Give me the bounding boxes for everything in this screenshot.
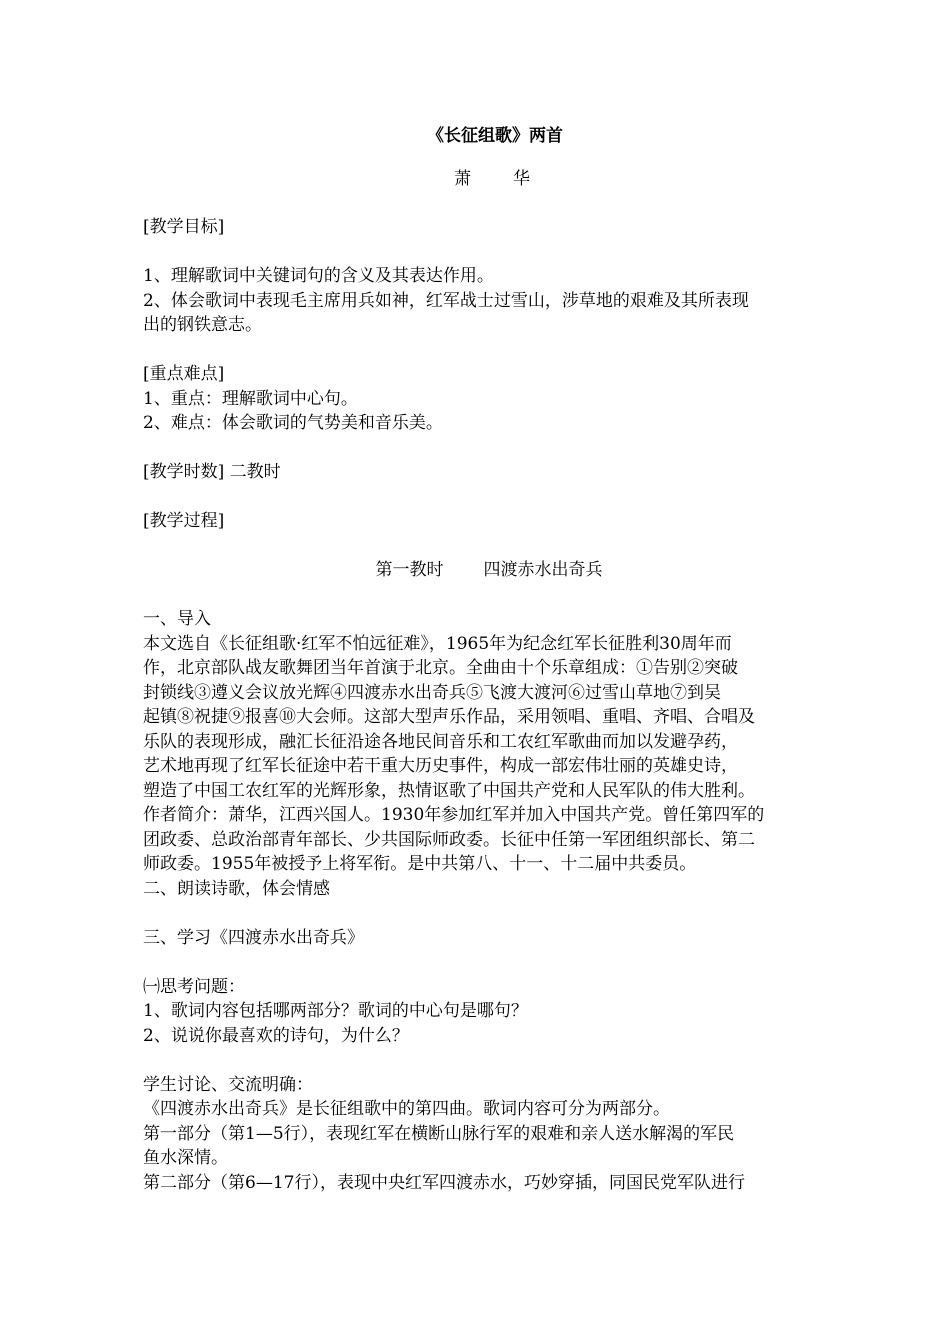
discussion-heading: 学生讨论、交流明确：: [143, 1074, 313, 1095]
intro-line: 起镇⑧祝捷⑨报喜⑩大会师。这部大型声乐作品，采用领唱、重唱、齐唱、合唱及: [143, 707, 755, 727]
key-points-heading: [重点难点]: [143, 364, 225, 384]
objective-item: 1、理解歌词中关键词句的含义及其表达作用。: [143, 266, 494, 286]
intro-line: 乐队的表现形成，融汇长征沿途各地民间音乐和工农红军歌曲而加以发避孕药，: [143, 731, 738, 752]
author-surname: 萧: [454, 168, 471, 189]
section-heading: 三、学习《四渡赤水出奇兵》: [143, 927, 364, 948]
key-point-item: 1、重点：理解歌词中心句。: [143, 388, 358, 409]
intro-line: 封锁线③遵义会议放光辉④四渡赤水出奇兵⑤飞渡大渡河⑥过雪山草地⑦到吴: [143, 682, 721, 703]
discussion-line: 《四渡赤水出奇兵》是长征组歌中的第四曲。歌词内容可分为两部分。: [143, 1099, 670, 1119]
lesson-label: 第一教时: [375, 560, 444, 580]
question-item: 1、歌词内容包括哪两部分？歌词的中心句是哪句？: [143, 1001, 528, 1021]
discussion-line: 鱼水深情。: [143, 1148, 228, 1168]
intro-line: 本文选自《长征组歌·红军不怕远征难》，1965年为纪念红军长征胜利30周年而: [143, 633, 732, 654]
author-bio-line: 团政委、总政治部青年部长、少共国际师政委。长征中任第一军团组织部长、第二: [143, 829, 755, 850]
objective-item-continued: 出的钢铁意志。: [143, 315, 262, 335]
objectives-heading: [教学目标]: [143, 217, 225, 237]
section-heading: 一、导入: [143, 609, 211, 629]
lesson-heading: [143, 558, 823, 583]
document-body: [143, 124, 823, 1195]
discussion-line: 第一部分（第1—5行），表现红军在横断山脉行军的艰难和亲人送水解渴的军民: [143, 1123, 735, 1144]
process-heading: [教学过程]: [143, 511, 225, 531]
intro-line: 作，北京部队战友歌舞团当年首演于北京。全曲由十个乐章组成：①告别②突破: [143, 658, 738, 678]
intro-line: 塑造了中国工农红军的光辉形象，热情讴歌了中国共产党和人民军队的伟大胜利。: [143, 780, 755, 801]
author-bio-line: 作者简介：萧华，江西兴国人。1930年参加红军并加入中国共产党。曾任第四军的: [143, 805, 765, 825]
intro-line: 艺术地再现了红军长征途中若干重大历史事件，构成一部宏伟壮丽的英雄史诗，: [143, 756, 738, 776]
document-title: 《长征组歌》两首: [427, 126, 563, 146]
question-item: 2、说说你最喜欢的诗句，为什么？: [143, 1025, 409, 1046]
section-heading: 二、朗读诗歌，体会情感: [143, 878, 330, 899]
discussion-line: 第二部分（第6—17行），表现中央红军四渡赤水，巧妙穿插，同国民党军队进行: [143, 1172, 745, 1193]
lesson-title: 四渡赤水出奇兵: [483, 560, 603, 580]
questions-heading: ㈠思考问题：: [143, 976, 245, 997]
objective-item: 2、体会歌词中表现毛主席用兵如神，红军战士过雪山，涉草地的艰难及其所表现: [143, 290, 749, 311]
teaching-hours: [教学时数] 二教时: [143, 462, 281, 482]
author-name: [143, 167, 823, 192]
key-point-item: 2、难点：体会歌词的气势美和音乐美。: [143, 413, 443, 433]
author-given-name: 华: [513, 168, 530, 189]
author-bio-line: 师政委。1955年被授予上将军衔。是中共第八、十一、十二届中共委员。: [143, 854, 697, 874]
